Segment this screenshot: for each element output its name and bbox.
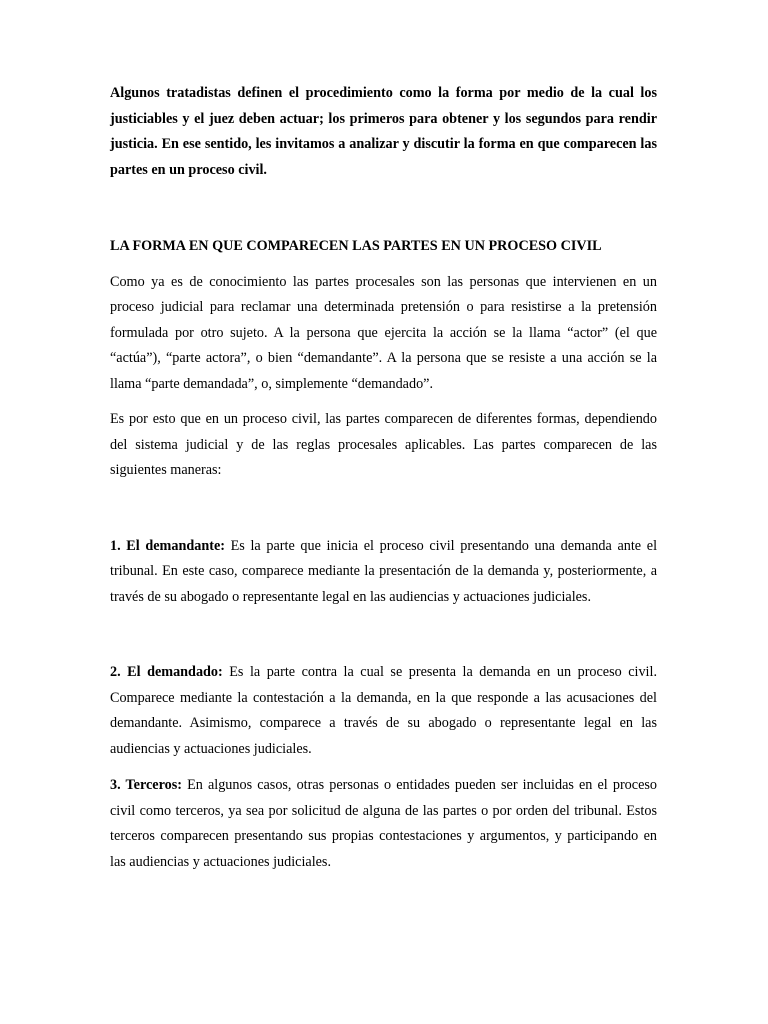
list-item-demandante	[110, 534, 657, 611]
document-page	[110, 81, 657, 875]
list-item-demandado	[110, 660, 657, 762]
body-paragraph-2: Es por esto que en un proceso civil, las partes comparecen de diferentes formas, dependiendo del sistema judicial y de las reglas procesales aplicables. Las partes comparecen de las siguientes maneras:	[110, 411, 657, 478]
body-paragraph-1: Como ya es de conocimiento las partes procesales son las personas que intervienen en un proceso judicial para reclamar una determinada pretensión o para resistirse a la pretensión formulada por otro sujeto. A la persona que ejercita la acción se la llama “actor” (el que “actúa”), “parte actora”, o bien “demandante”. A la persona que se resiste a una acción se la llama “parte demandada”, o, simplemente “demandado”.	[110, 273, 657, 392]
list-item-terceros	[110, 773, 657, 875]
intro-paragraph: Algunos tratadistas definen el procedimiento como la forma por medio de la cual los justiciables y el juez deben actuar; los primeros para obtener y los segundos para rendir justicia. En ese sentido, les invitamos a analizar y discutir la forma en que comparecen las partes en un proceso civil.	[110, 85, 657, 178]
list-item-text: Es la parte que inicia el proceso civil presentando una demanda ante el tribunal. En este caso, comparece mediante la presentación de la demanda y, posteriormente, a través de su abogado o representante legal en las audiencias y actuaciones judiciales.	[110, 537, 658, 605]
section-heading: LA FORMA EN QUE COMPARECEN LAS PARTES EN UN PROCESO CIVIL	[110, 238, 602, 254]
list-item-text: Es la parte contra la cual se presenta la demanda en un proceso civil. Comparece mediante la contestación a la demanda, en la que responde a las acusaciones del demandante. Asimismo, comparece a través de su abogado o representante legal en las audiencias y actuaciones judiciales.	[110, 664, 657, 757]
list-item-lead: 1. El demandante:	[110, 537, 225, 554]
list-item-text: En algunos casos, otras personas o entidades pueden ser incluidas en el proceso civil como terceros, ya sea por solicitud de alguna de las partes o por orden del tribunal. Estos terceros comparecen presentando sus propias contestaciones y argumentos, y participando en las audiencias y actuaciones judiciales.	[110, 777, 657, 870]
list-item-lead: 2. El demandado:	[110, 664, 223, 680]
list-item-lead: 3. Terceros:	[110, 777, 182, 793]
